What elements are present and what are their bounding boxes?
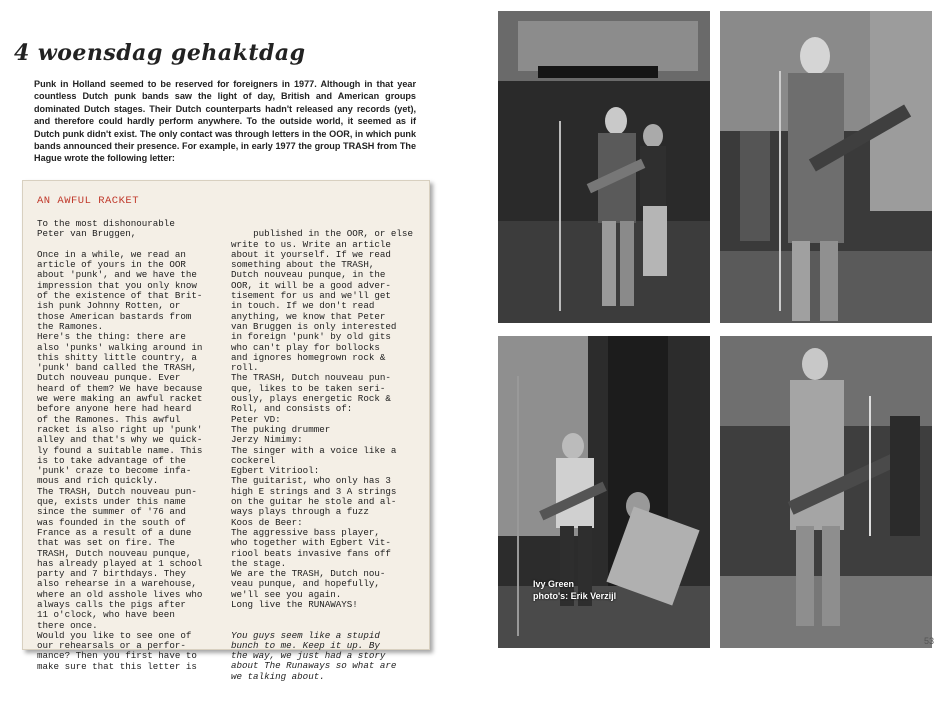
- intro-paragraph: Punk in Holland seemed to be reserved for foreigners in 1977. Although in that year countless Dutch punk bands saw the light of day, British and American groups dominated Dutch stages. Their Dutch counterparts hadn't released any records (yet), and therefore could hardly perform anywhere. To the outside world, it seemed as if Dutch punk didn't exist. The only contact was through letters in the OOR, in which punk bands announced their presence. For example, in early 1977 the group TRASH from The Hague wrote the following letter:: [34, 79, 416, 164]
- page-number: 53: [923, 636, 934, 646]
- section-title: woensdag gehaktdag: [37, 40, 306, 66]
- letter-column-1: To the most dishonourable Peter van Bruggen, Once in a while, we read an article of yours in the OOR about 'punk', and we have the impression that you only know of the existence of that Brit- ish punk Johnny Rotten, or those American bastards from the Ramones. Here's the thing: there are also 'punks' walking around in this shitty little country, a 'punk' band called the TRASH, Dutch nouveau punque. Ever heard of them? We have because we were making an awful racket before anyone here had heard of the Ramones. This awful racket is also right up 'punk' alley and that's why we quick- ly found a suitable name. This is to take advantage of the 'punk' craze to become infa- mous and rich quickly. The TRASH, Dutch nouveau pun- que, exists under this name since the summer of '76 and was founded in the south of France as a result of a dune that was set on fire. The TRASH, Dutch nouveau punque, has already played at 1 school party and 7 birthdays. They also rehearse in a warehouse, where an old asshole lives who always calls the pigs after 11 o'clock, who have been there once. Would you like to see one of our rehearsals or a perfor- mance? Then you first have to make sure that this letter is: [37, 218, 203, 672]
- editor-reply: You guys seem like a stupid bunch to me. Keep it up. By the way, we just had a story about The Runaways so what are we talking about.: [231, 629, 397, 682]
- letter-title: AN AWFUL RACKET: [37, 195, 140, 207]
- letter-column-2: [231, 219, 417, 703]
- letter-box: [22, 180, 430, 682]
- concert-photo-1: [498, 11, 710, 323]
- caption-credit: photo's: Erik Verzijl: [533, 591, 617, 601]
- caption-name: Ivy Green: [533, 579, 575, 589]
- letter-column-2-text: published in the OOR, or else write to us. Write an article about it yourself. If we read something about the TRASH, Dutch nouveau punque, in the OOR, it will be a good adver- tisement for us and we'll get in touch. If we don't read anything, we know that Peter van Bruggen is only interested in foreign 'punk' by old gits who can't play for bollocks and ignores homegrown rock & roll. The TRASH, Dutch nouveau pun- que, likes to be taken seri- ously, plays energetic Rock & Roll, and consists of: Peter VD: The puking drummer Jerzy Nimimy: The singer with a voice like a cockerel Egbert Vitriool: The guitarist, who only has 3 high E strings and 3 A strings on the guitar he stole and al- ways plays through a fuzz Koos de Beer: The aggressive bass player, who together with Egbert Vit- riool beats invasive fans off the stage. We are the TRASH, Dutch nou- veau punque, and hopefully, we'll see you again. Long live the RUNAWAYS!: [231, 228, 413, 610]
- section-heading: [14, 40, 306, 66]
- photo-caption: [533, 578, 616, 602]
- concert-photo-2: [720, 11, 932, 323]
- section-number: 4: [14, 40, 30, 66]
- concert-photo-4: [720, 336, 932, 648]
